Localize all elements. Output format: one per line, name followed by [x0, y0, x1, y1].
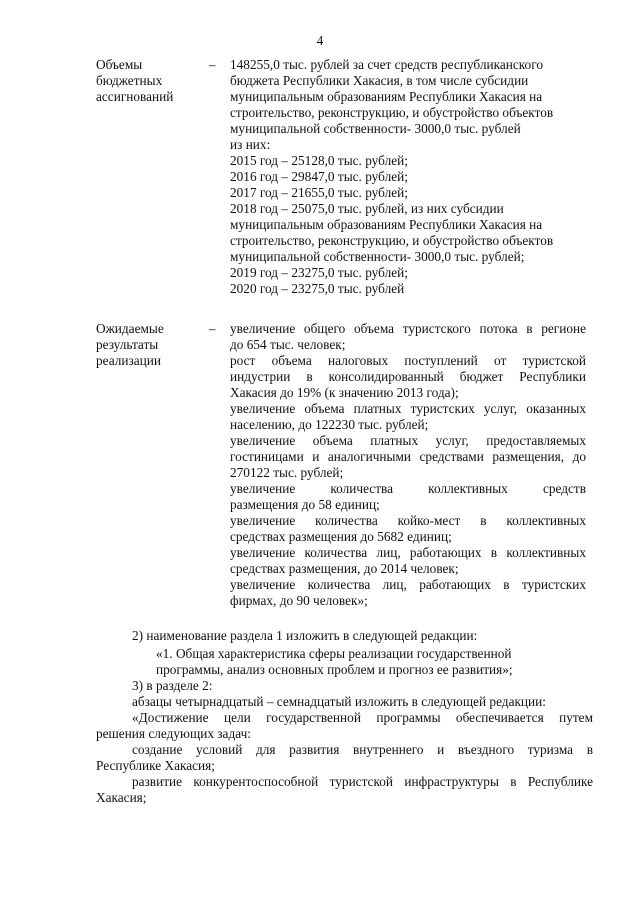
result-item	[230, 321, 586, 353]
label-line: Объемы	[96, 57, 143, 72]
result-line: фирмах, до 90 человек»;	[230, 593, 368, 608]
result-line: населению, до 122230 тыс. рублей;	[230, 417, 429, 432]
result-item	[230, 577, 586, 609]
content-line: муниципальной собственности- 3000,0 тыс. рублей	[230, 121, 521, 136]
content-line: строительство, реконструкцию, и обустройство объектов	[230, 233, 554, 248]
result-line: увеличение объема платных туристских услуг, оказанных	[230, 401, 586, 416]
expected-results-content	[230, 321, 586, 609]
budget-allocations-content	[230, 57, 586, 297]
result-line: до 654 тыс. человек;	[230, 337, 346, 352]
content-line: из них:	[230, 137, 271, 152]
paragraph: 2) наименование раздела 1 изложить в следующей редакции:	[132, 628, 478, 643]
result-line: гостиницами и аналогичными средствами размещения, до	[230, 449, 586, 464]
result-line: индустрии в консолидированный бюджет Республики	[230, 369, 586, 384]
result-line: увеличение количества коллективных средств	[230, 481, 586, 496]
paragraph-line: развитие конкурентоспособной туристской инфраструктуры в Республике	[132, 774, 593, 789]
content-line: 2015 год – 25128,0 тыс. рублей;	[230, 153, 408, 168]
content-line: 2017 год – 21655,0 тыс. рублей;	[230, 185, 408, 200]
paragraph-line: «Достижение цели государственной программы обеспечивается путем	[132, 710, 593, 725]
row-dash: –	[209, 57, 216, 72]
result-line: средствах размещения, до 2014 человек;	[230, 561, 459, 576]
result-line: увеличение количества койко-мест в коллективных	[230, 513, 586, 528]
label-line: результаты	[96, 337, 159, 352]
paragraph-line: создание условий для развития внутреннего и въездного туризма в	[132, 742, 593, 757]
content-line: строительство, реконструкцию, и обустройство объектов	[230, 105, 554, 120]
result-line: рост объема налоговых поступлений от туристской	[230, 353, 586, 368]
result-line: увеличение количества лиц, работающих в коллективных	[230, 545, 586, 560]
expected-results-label	[96, 321, 211, 369]
label-line: реализации	[96, 353, 161, 368]
result-item	[230, 545, 586, 577]
content-line: 2018 год – 25075,0 тыс. рублей, из них субсидии	[230, 201, 504, 216]
body-text	[96, 628, 593, 806]
label-line: ассигнований	[96, 89, 174, 104]
page-number: 4	[316, 33, 324, 48]
paragraph: 3) в разделе 2:	[132, 678, 213, 693]
content-line: муниципальной собственности- 3000,0 тыс. рублей;	[230, 249, 525, 264]
label-line: Ожидаемые	[96, 321, 164, 336]
result-line: средствах размещения до 5682 единиц;	[230, 529, 452, 544]
paragraph-line: Республике Хакасия;	[96, 758, 215, 773]
result-item	[230, 353, 586, 401]
result-item	[230, 481, 586, 513]
result-item	[230, 401, 586, 433]
result-line: Хакасия до 19% (к значению 2013 года);	[230, 385, 459, 400]
result-line: размещения до 58 единиц;	[230, 497, 380, 512]
paragraph	[96, 774, 593, 806]
content-line: бюджета Республики Хакасия, в том числе субсидии	[230, 73, 529, 88]
content-line: муниципальным образованиям Республики Хакасия на	[230, 217, 543, 232]
content-line: 148255,0 тыс. рублей за счет средств республиканского	[230, 57, 543, 72]
result-item	[230, 513, 586, 545]
result-line: увеличение общего объема туристского потока в регионе	[230, 321, 586, 336]
content-line: 2016 год – 29847,0 тыс. рублей;	[230, 169, 408, 184]
paragraph-line: решения следующих задач:	[96, 726, 251, 741]
paragraph: абзацы четырнадцатый – семнадцатый изложить в следующей редакции:	[132, 694, 546, 709]
content-line: 2019 год – 23275,0 тыс. рублей;	[230, 265, 408, 280]
paragraph	[96, 710, 593, 742]
paragraph-line: программы, анализ основных проблем и прогноз ее развития»;	[156, 662, 513, 677]
result-line: 270122 тыс. рублей;	[230, 465, 344, 480]
paragraph-line: «1. Общая характеристика сферы реализации государственной	[156, 646, 512, 661]
row-dash: –	[209, 321, 216, 336]
quoted-section-title	[96, 646, 593, 678]
content-line: 2020 год – 23275,0 тыс. рублей	[230, 281, 405, 296]
budget-allocations-label	[96, 57, 211, 105]
result-line: увеличение количества лиц, работающих в туристских	[230, 577, 586, 592]
result-item	[230, 433, 586, 481]
content-line: муниципальным образованиям Республики Хакасия на	[230, 89, 543, 104]
result-line: увеличение объема платных услуг, предоставляемых	[230, 433, 586, 448]
paragraph	[96, 742, 593, 774]
label-line: бюджетных	[96, 73, 163, 88]
paragraph-line: Хакасия;	[96, 790, 147, 805]
